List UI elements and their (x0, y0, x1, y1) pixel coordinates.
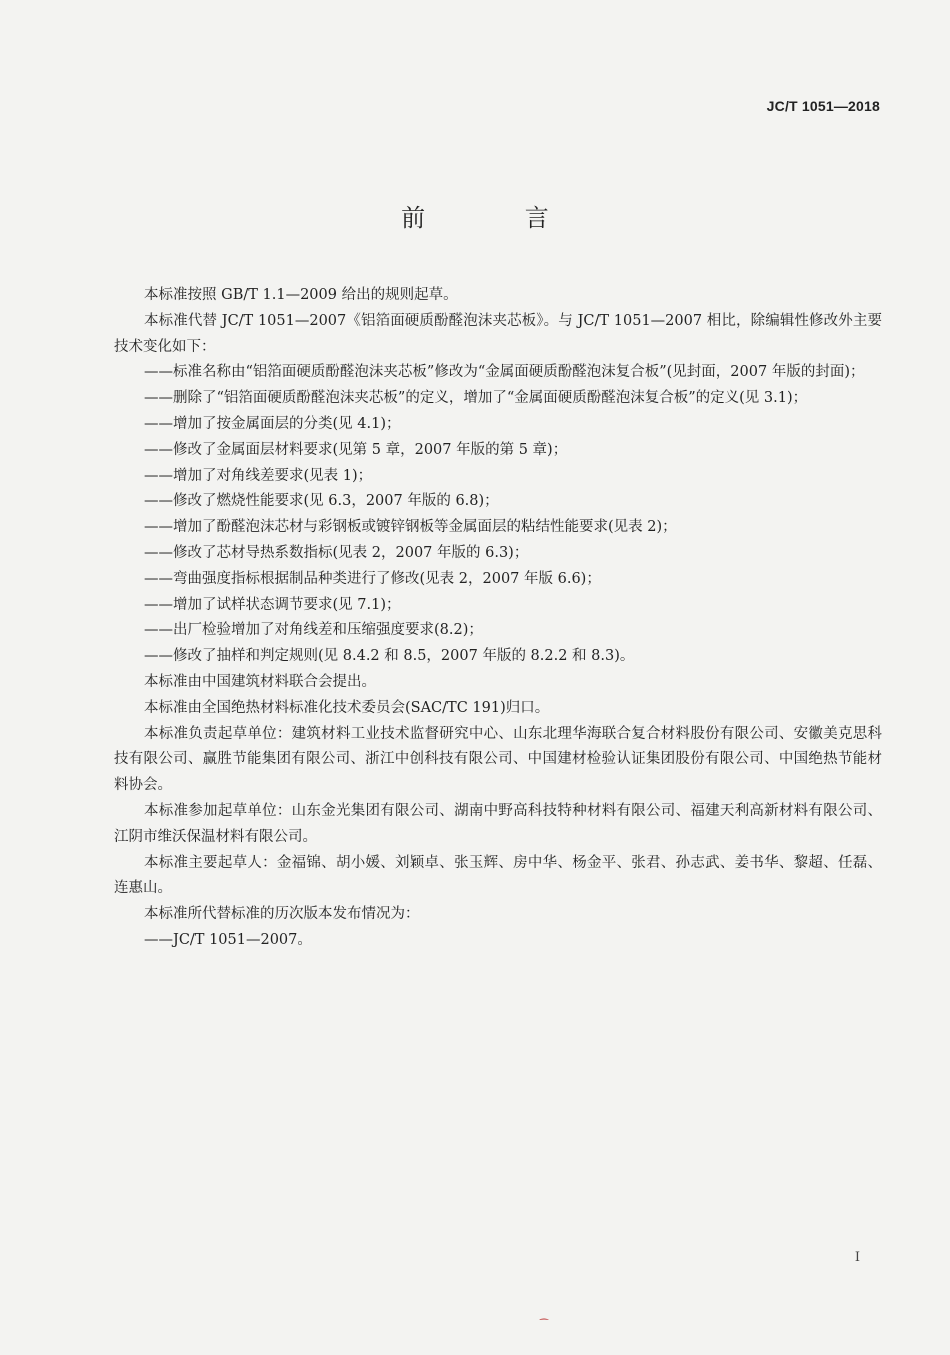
main-drafters: 本标准主要起草人：金福锦、胡小媛、刘颖卓、张玉辉、房中华、杨金平、张君、孙志武、姜书华、黎超、任磊、连惠山。 (114, 854, 882, 897)
change-item-3: ——增加了按金属面层的分类(见 4.1)； (144, 415, 401, 432)
change-item-6: ——修改了燃烧性能要求(见 6.3，2007 年版的 6.8)； (144, 493, 499, 510)
foreword-body (114, 283, 882, 954)
page-title: 前 言 (401, 204, 595, 232)
change-item-5: ——增加了对角线差要求(见表 1)； (144, 467, 373, 484)
change-item-2: ——删除了“铝箔面硬质酚醛泡沫夹芯板”的定义，增加了“金属面硬质酚醛泡沫复合板”的定义(见 3.1)； (144, 390, 808, 407)
centralized-by: 本标准由全国绝热材料标准化技术委员会(SAC/TC 191)归口。 (144, 699, 550, 716)
change-item-8: ——修改了芯材导热系数指标(见表 2，2007 年版的 6.3)； (144, 544, 529, 561)
standard-code: JC/T 1051—2018 (766, 98, 880, 114)
change-item-11: ——出厂检验增加了对角线差和压缩强度要求(8.2)； (144, 622, 483, 639)
intro-paragraph-2: 本标准代替 JC/T 1051—2007《铝箔面硬质酚醛泡沫夹芯板》。与 JC/T 1051—2007 相比，除编辑性修改外主要技术变化如下： (114, 312, 882, 355)
change-item-1: ——标准名称由“铝箔面硬质酚醛泡沫夹芯板”修改为“金属面硬质酚醛泡沫复合板”(见封面，2007 年版的封面)； (144, 364, 865, 381)
participating-units: 本标准参加起草单位：山东金光集团有限公司、湖南中野高科技特种材料有限公司、福建天利高新材料有限公司、江阴市维沃保温材料有限公司。 (114, 802, 882, 845)
change-item-12: ——修改了抽样和判定规则(见 8.4.2 和 8.5，2007 年版的 8.2.2 和 8.3)。 (144, 648, 635, 665)
ink-mark: ⁀ (540, 1320, 549, 1331)
proposed-by: 本标准由中国建筑材料联合会提出。 (144, 673, 376, 690)
intro-paragraph-1: 本标准按照 GB/T 1.1—2009 给出的规则起草。 (144, 287, 458, 303)
change-item-9: ——弯曲强度指标根据制品种类进行了修改(见表 2，2007 年版 6.6)； (144, 570, 601, 587)
drafting-units: 本标准负责起草单位：建筑材料工业技术监督研究中心、山东北理华海联合复合材料股份有限公司、安徽美克思科技有限公司、赢胜节能集团有限公司、浙江中创科技有限公司、中国建材检验认证集团股份有限公司、中国绝热节能材料协会。 (114, 725, 882, 794)
change-item-10: ——增加了试样状态调节要求(见 7.1)； (144, 596, 401, 613)
change-item-4: ——修改了金属面层材料要求(见第 5 章，2007 年版的第 5 章)； (144, 441, 568, 458)
page-number: I (854, 1250, 860, 1265)
change-item-7: ——增加了酚醛泡沫芯材与彩钢板或镀锌钢板等金属面层的粘结性能要求(见表 2)； (144, 519, 677, 536)
history-item: ——JC/T 1051—2007。 (144, 931, 312, 948)
history-intro: 本标准所代替标准的历次版本发布情况为： (144, 906, 420, 923)
